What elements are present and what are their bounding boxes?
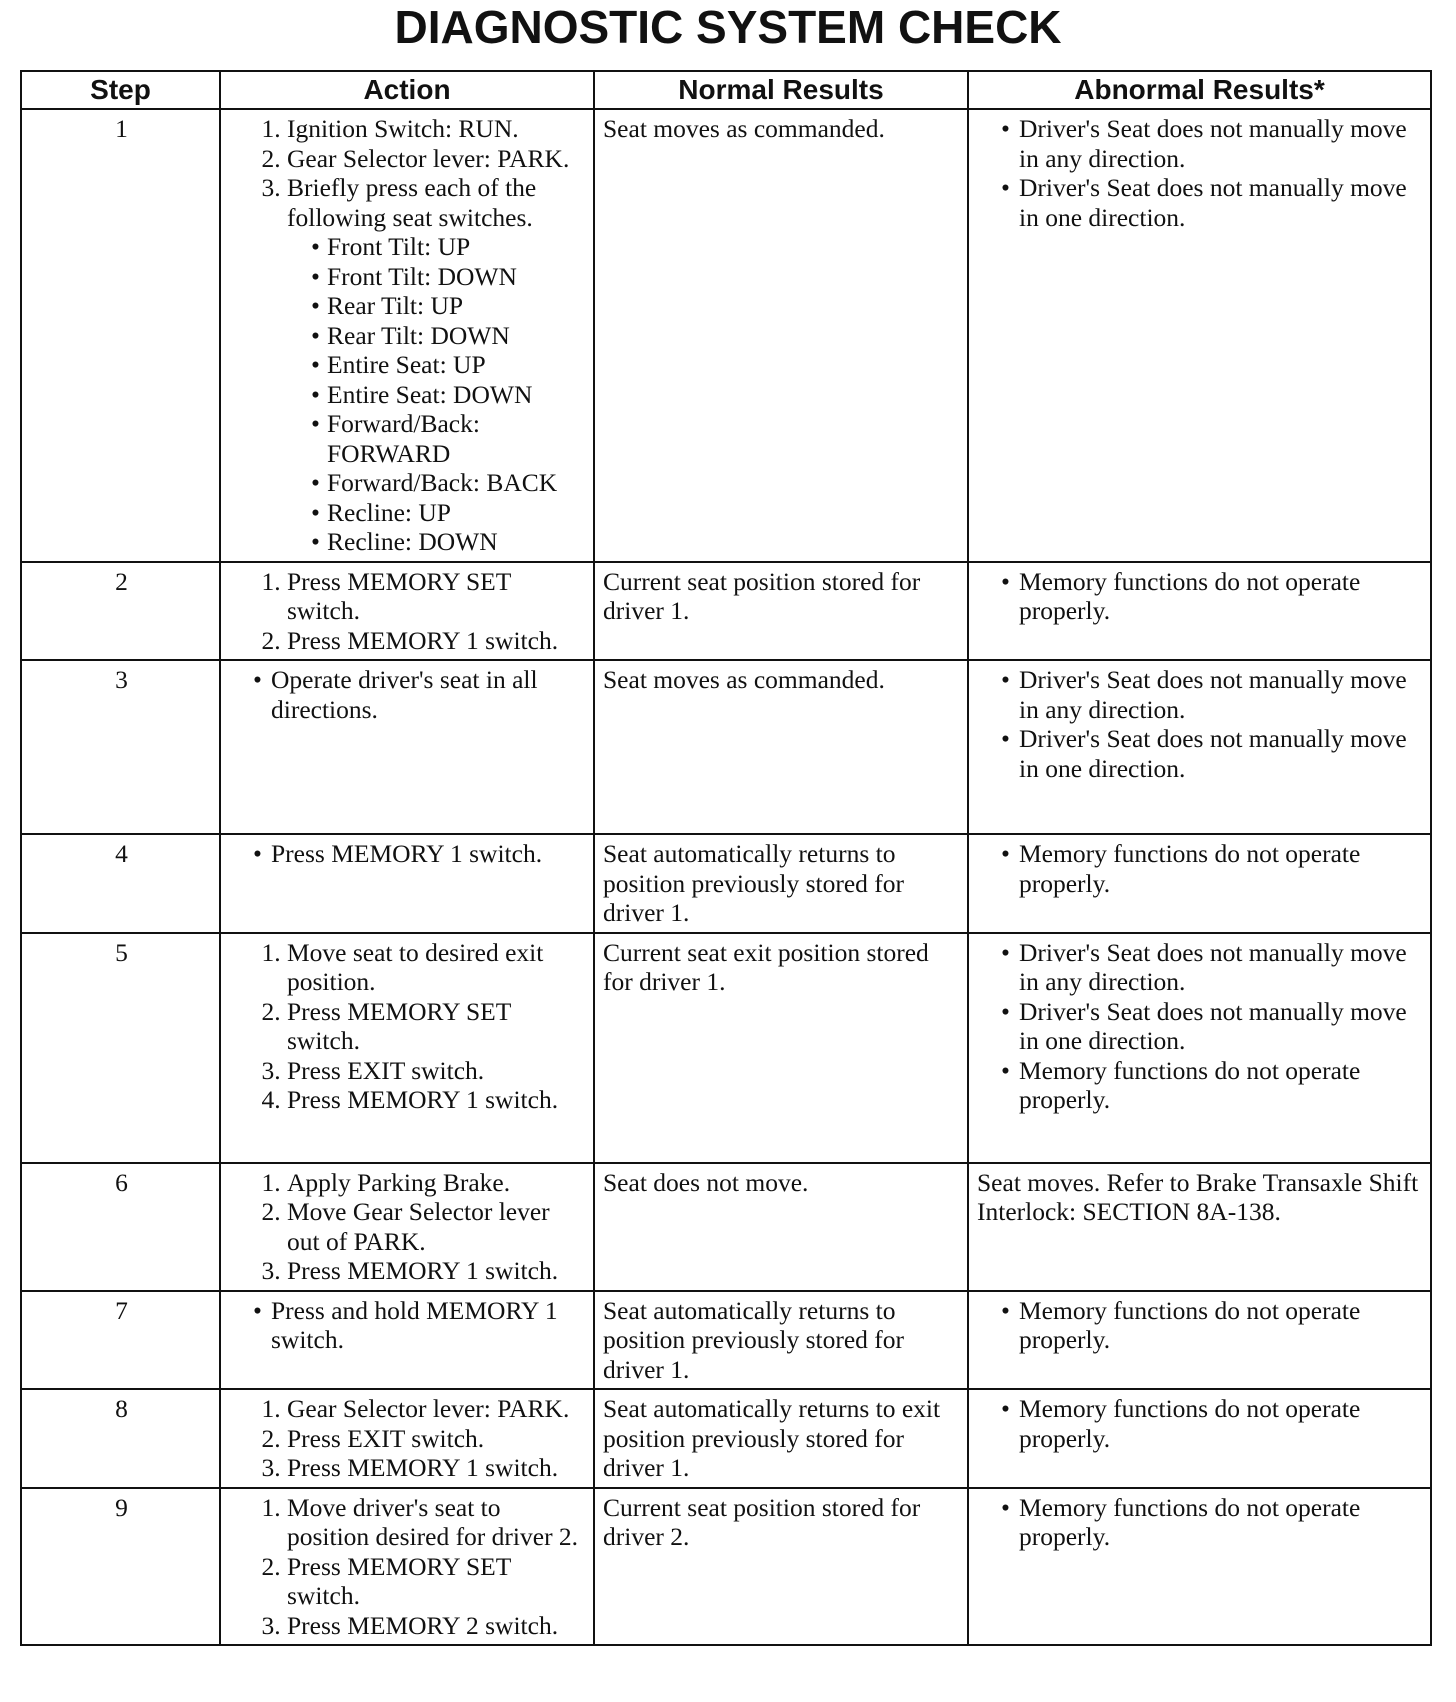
column-header-action: Action <box>220 71 594 109</box>
action-step-text: Move driver's seat to position desired for driver 2. <box>287 1492 579 1551</box>
seat-switch-item: • Rear Tilt: UP <box>327 291 587 321</box>
step-number: 2 <box>21 562 220 661</box>
seat-switch-list <box>287 232 587 557</box>
action-step-text: Press MEMORY 2 switch. <box>287 1610 559 1640</box>
table-body <box>21 109 1431 1645</box>
action-bullet-list <box>229 1296 587 1355</box>
action-step <box>287 114 587 144</box>
seat-switch-item: • Recline: DOWN <box>327 527 587 557</box>
abnormal-result-cell <box>968 933 1431 1163</box>
action-steps-list <box>229 1493 587 1641</box>
seat-switch-item: • Forward/Back: BACK <box>327 468 587 498</box>
action-step <box>287 997 587 1056</box>
table-row <box>21 1389 1431 1488</box>
action-step-text: Press MEMORY 1 switch. <box>287 625 559 655</box>
action-cell <box>220 1488 594 1646</box>
abnormal-result: • Driver's Seat does not manually move in any direction. <box>1019 938 1424 997</box>
normal-result: Seat automatically returns to position previously stored for driver 1. <box>594 1291 968 1390</box>
normal-result: Current seat position stored for driver 2. <box>594 1488 968 1646</box>
action-step-text: Gear Selector lever: PARK. <box>287 1394 570 1423</box>
table-row <box>21 562 1431 661</box>
step-number: 7 <box>21 1291 220 1390</box>
action-step <box>287 173 587 557</box>
action-step <box>287 1493 587 1552</box>
step-number: 6 <box>21 1163 220 1291</box>
abnormal-result-cell <box>968 562 1431 661</box>
action-bullet: • Press and hold MEMORY 1 switch. <box>271 1296 587 1355</box>
seat-switch-item: • Rear Tilt: DOWN <box>327 321 587 351</box>
abnormal-result: • Driver's Seat does not manually move in one direction. <box>1019 997 1424 1056</box>
action-step <box>287 1453 587 1483</box>
abnormal-result-list <box>977 839 1424 898</box>
abnormal-result-list <box>977 665 1424 783</box>
action-steps-list <box>229 567 587 656</box>
diagnostic-table <box>20 70 1432 1646</box>
abnormal-result-cell <box>968 1389 1431 1488</box>
action-step-text: Move seat to desired exit position. <box>287 937 544 996</box>
action-bullet: • Press MEMORY 1 switch. <box>271 839 587 869</box>
step-number: 4 <box>21 834 220 933</box>
action-cell <box>220 660 594 834</box>
seat-switch-item: • Front Tilt: DOWN <box>327 262 587 292</box>
table-row <box>21 1488 1431 1646</box>
action-cell <box>220 109 594 562</box>
column-header-normal-results: Normal Results <box>594 71 968 109</box>
abnormal-result: • Driver's Seat does not manually move in one direction. <box>1019 173 1424 232</box>
table-row <box>21 109 1431 562</box>
normal-result: Current seat position stored for driver 1. <box>594 562 968 661</box>
page-title: DIAGNOSTIC SYSTEM CHECK <box>394 1 1062 53</box>
abnormal-result: • Memory functions do not operate properly. <box>1019 1394 1424 1453</box>
seat-switch-item: • Recline: UP <box>327 498 587 528</box>
action-steps-list <box>229 1168 587 1286</box>
action-cell <box>220 1291 594 1390</box>
abnormal-result: • Driver's Seat does not manually move in any direction. <box>1019 665 1424 724</box>
abnormal-result-cell <box>968 1488 1431 1646</box>
action-step-text: Press MEMORY 1 switch. <box>287 1085 559 1114</box>
action-cell <box>220 562 594 661</box>
action-bullet: • Operate driver's seat in all directions. <box>271 665 587 724</box>
table-row <box>21 660 1431 834</box>
action-step <box>287 1256 587 1286</box>
abnormal-result: • Memory functions do not operate properly. <box>1019 1296 1424 1355</box>
action-step <box>287 626 587 656</box>
action-bullet-list <box>229 665 587 724</box>
normal-result: Seat moves as commanded. <box>594 660 968 834</box>
abnormal-result-list <box>977 1296 1424 1355</box>
action-step-text: Press MEMORY SET switch. <box>287 566 511 625</box>
table-row <box>21 1291 1431 1390</box>
seat-switch-item: • Front Tilt: UP <box>327 232 587 262</box>
action-cell <box>220 834 594 933</box>
normal-result: Seat automatically returns to position previously stored for driver 1. <box>594 834 968 933</box>
action-step-text: Apply Parking Brake. <box>287 1167 511 1197</box>
abnormal-result-cell <box>968 660 1431 834</box>
abnormal-result: • Driver's Seat does not manually move in any direction. <box>1019 114 1424 173</box>
table-row <box>21 933 1431 1163</box>
action-step <box>287 144 587 174</box>
seat-switch-item: • Entire Seat: UP <box>327 350 587 380</box>
abnormal-result: Seat moves. Refer to Brake Transaxle Shift Interlock: SECTION 8A-138. <box>968 1163 1431 1291</box>
action-steps-list <box>229 1394 587 1483</box>
table-row <box>21 1163 1431 1291</box>
column-header-step: Step <box>21 71 220 109</box>
abnormal-result: • Driver's Seat does not manually move in one direction. <box>1019 724 1424 783</box>
action-steps-list <box>229 114 587 557</box>
abnormal-result-cell <box>968 1291 1431 1390</box>
step-number: 5 <box>21 933 220 1163</box>
abnormal-result-cell <box>968 109 1431 562</box>
table-row <box>21 834 1431 933</box>
abnormal-result: • Memory functions do not operate properly. <box>1019 1056 1424 1115</box>
action-cell <box>220 933 594 1163</box>
action-step-text: Gear Selector lever: PARK. <box>287 143 570 173</box>
action-cell <box>220 1163 594 1291</box>
seat-switch-item: • Entire Seat: DOWN <box>327 380 587 410</box>
abnormal-result-list <box>977 1394 1424 1453</box>
abnormal-result-list <box>977 114 1424 232</box>
action-step <box>287 1424 587 1454</box>
normal-result: Current seat exit position stored for driver 1. <box>594 933 968 1163</box>
normal-result: Seat does not move. <box>594 1163 968 1291</box>
action-step <box>287 1056 587 1086</box>
action-step <box>287 1085 587 1115</box>
action-step-text: Press MEMORY 1 switch. <box>287 1453 559 1482</box>
action-step <box>287 1552 587 1611</box>
abnormal-result: • Memory functions do not operate properly. <box>1019 567 1424 626</box>
action-step-text: Briefly press each of the following seat switches. <box>287 173 537 232</box>
action-step <box>287 1197 587 1256</box>
action-step <box>287 938 587 997</box>
abnormal-result: • Memory functions do not operate properly. <box>1019 839 1424 898</box>
normal-result: Seat automatically returns to exit position previously stored for driver 1. <box>594 1389 968 1488</box>
action-cell <box>220 1389 594 1488</box>
abnormal-result-list <box>977 567 1424 626</box>
action-step <box>287 1611 587 1641</box>
normal-result: Seat moves as commanded. <box>594 109 968 562</box>
abnormal-result: • Memory functions do not operate properly. <box>1019 1493 1424 1552</box>
action-step-text: Press EXIT switch. <box>287 1423 485 1453</box>
action-step-text: Move Gear Selector lever out of PARK. <box>287 1197 550 1256</box>
action-step <box>287 1394 587 1424</box>
action-bullet-list <box>229 839 587 869</box>
action-step-text: Press MEMORY SET switch. <box>287 1551 511 1610</box>
abnormal-result-cell <box>968 834 1431 933</box>
action-step-text: Press EXIT switch. <box>287 1055 485 1085</box>
action-step-text: Press MEMORY 1 switch. <box>287 1256 559 1285</box>
seat-switch-item: • Forward/Back: FORWARD <box>327 409 587 468</box>
abnormal-result-list <box>977 938 1424 1115</box>
action-step-text: Press MEMORY SET switch. <box>287 996 511 1055</box>
step-number: 9 <box>21 1488 220 1646</box>
action-step <box>287 567 587 626</box>
step-number: 1 <box>21 109 220 562</box>
action-step <box>287 1168 587 1198</box>
abnormal-result-list <box>977 1493 1424 1552</box>
step-number: 8 <box>21 1389 220 1488</box>
table-header-row <box>21 71 1431 109</box>
step-number: 3 <box>21 660 220 834</box>
column-header-abnormal-results: Abnormal Results* <box>968 71 1431 109</box>
action-steps-list <box>229 938 587 1115</box>
action-step-text: Ignition Switch: RUN. <box>287 114 519 143</box>
